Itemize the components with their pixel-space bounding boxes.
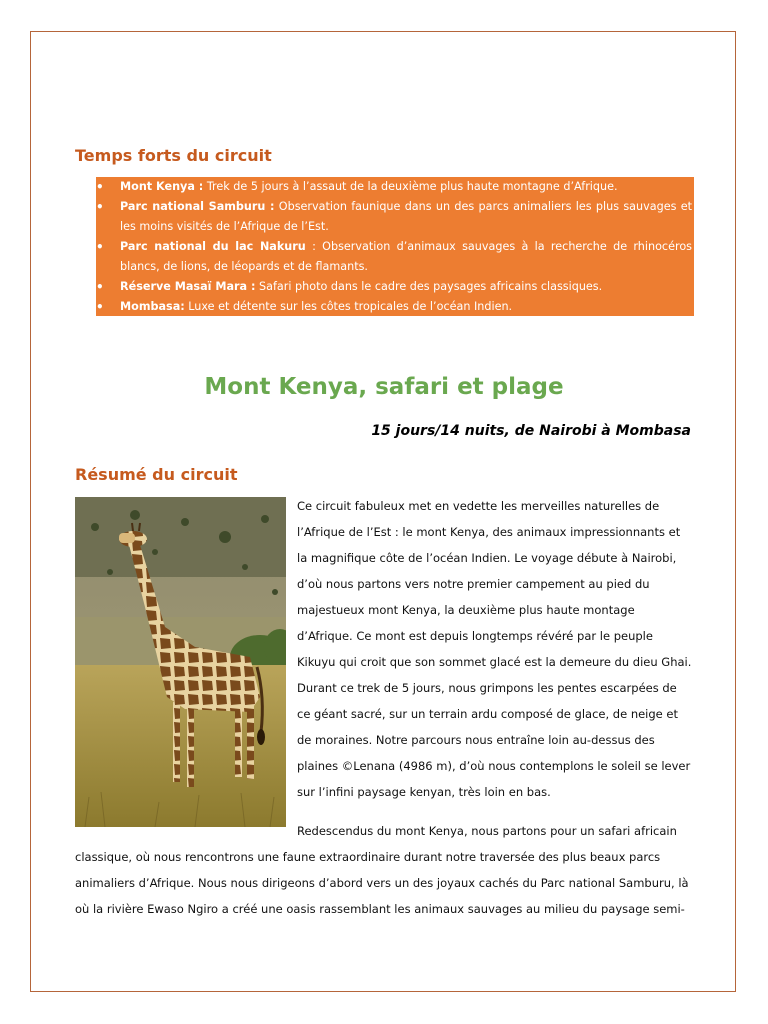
highlights-list — [96, 177, 694, 317]
giraffe-photo — [75, 497, 286, 827]
highlight-name: Parc national Samburu : — [120, 200, 275, 213]
highlights-box — [96, 177, 694, 316]
highlight-text: Safari photo dans le cadre des paysages africains classiques. — [255, 280, 603, 293]
highlight-item-mont-kenya — [96, 177, 694, 197]
giraffe-illustration — [75, 497, 286, 827]
highlights-heading: Temps forts du circuit — [75, 146, 272, 165]
highlight-item-nakuru — [96, 237, 694, 277]
summary-heading: Résumé du circuit — [75, 465, 238, 484]
highlight-item-mombasa — [96, 297, 694, 317]
highlight-item-samburu — [96, 197, 694, 237]
summary-paragraph-1: Ce circuit fabuleux met en vedette les merveilles naturelles de l’Afrique de l’Est : le mont Kenya, des animaux impressionnants et la magnifique côte de l’océan Indien. Le voyage débute à Nairobi, d’où nous partons vers notre premier campement au pied du majestueux mont Kenya, la deuxième plus haute montage d’Afrique. Ce mont est depuis longtemps révéré par le peuple Kikuyu qui croit que son sommet glacé est la demeure du dieu Ghai. Durant ce trek de 5 jours, nous grimpons les pentes escarpées de ce géant sacré, sur un terrain ardu composé de glace, de neige et de moraines. Notre parcours nous entraîne loin au-dessus des plaines ©Lenana (4986 m), d’où nous contemplons le soleil se lever sur l’infini paysage kenyan, très loin en bas. — [297, 499, 692, 799]
highlight-name: Réserve Masaï Mara : — [120, 280, 256, 293]
highlight-text: Trek de 5 jours à l’assaut de la deuxième plus haute montagne d’Afrique. — [203, 180, 618, 193]
highlight-name: Mombasa: — [120, 300, 185, 313]
highlight-text: Luxe et détente sur les côtes tropicales de l’océan Indien. — [184, 300, 513, 313]
highlight-name: Parc national du lac Nakuru — [120, 240, 306, 253]
highlight-text: Observation faunique dans un des parcs animaliers les plus sauvages et les moins visités de l’Afrique de l’Est. — [120, 200, 692, 233]
tour-subtitle: 15 jours/14 nuits, de Nairobi à Mombasa — [371, 423, 691, 439]
highlight-text: : Observation d’animaux sauvages à la recherche de rhinocéros blancs, de lions, de léopards et de flamants. — [120, 240, 692, 273]
tour-title: Mont Kenya, safari et plage — [204, 374, 564, 400]
highlight-item-masai-mara — [96, 277, 694, 297]
highlight-name: Mont Kenya : — [120, 180, 204, 193]
summary-paragraph-2: Redescendus du mont Kenya, nous partons pour un safari africain classique, où nous rencontrons une faune extraordinaire durant notre traversée des plus beaux parcs animaliers d’Afrique. Nous nous dirigeons d’abord vers un des joyaux cachés du Parc national Samburu, là où la rivière Ewaso Ngiro a créé une oasis rassemblant les animaux sauvages au milieu du paysage semi- — [75, 824, 689, 916]
